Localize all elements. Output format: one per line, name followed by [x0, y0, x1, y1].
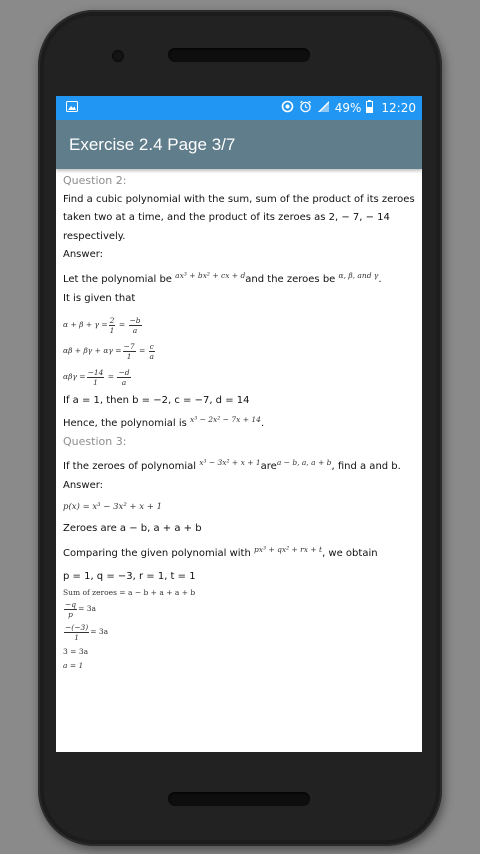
denominator: a	[149, 351, 155, 361]
fraction	[87, 368, 105, 387]
numerator: −q	[65, 600, 77, 609]
answer-label: Answer:	[63, 479, 104, 491]
question-2-text-line-1: Find a cubic polynomial with the sum, sum of the product of its zeroes	[63, 193, 415, 205]
clock-time: 12:20	[381, 101, 416, 115]
result-polynomial: Hence, the polynomial is $^{x^3 - 2x^2 - 7x + 14}$.	[63, 414, 265, 429]
numerator: c	[149, 341, 154, 351]
given-statement: It is given that	[63, 292, 136, 304]
math-expression: α, β, and γ	[338, 270, 379, 280]
math-expression: a − b, a, a + b	[276, 457, 332, 467]
numerator: −7	[123, 341, 135, 351]
numerator: −(−3)	[65, 623, 89, 632]
text-segment: are	[260, 460, 277, 472]
fraction	[64, 623, 89, 642]
polynomial-px: p(x) = x³ − 3x² + x + 1	[63, 502, 162, 513]
screen	[56, 96, 422, 752]
equation-rhs: = 3a	[90, 627, 109, 637]
question-2-text-line-3: respectively.	[63, 230, 126, 242]
text-segment: Let the polynomial be	[63, 273, 176, 285]
coefficient-values: p = 1, q = −3, r = 1, t = 1	[63, 570, 196, 582]
math-expression: px³ + qx² + rx + t	[254, 545, 323, 555]
text-segment: and the zeroes be	[245, 273, 339, 285]
math-expression: x³ − 3x² + x + 1	[199, 457, 261, 467]
question-2-text-line-2: taken two at a time, and the product of its zeroes as 2, − 7, − 14	[63, 212, 390, 224]
numerator: 2	[109, 315, 115, 325]
fraction-equation-1	[63, 599, 415, 621]
battery-icon	[366, 100, 373, 116]
fraction	[123, 342, 136, 361]
denominator: a	[121, 377, 127, 387]
question-2-heading: Question 2:	[63, 174, 127, 187]
app-bar	[56, 120, 422, 169]
equation-line: 3 = 3a	[63, 646, 89, 656]
math-expression: x³ − 2x² − 7x + 14	[190, 414, 261, 424]
equation-lhs: α + β + γ =	[63, 319, 108, 329]
equation-line: a = 1	[63, 660, 84, 670]
equation-product-of-zeroes: αβγ = $\frac{-14}{1}$ = $\frac{-d}{a}$	[63, 367, 130, 387]
equation-lhs: αβ + βγ + αγ =	[63, 345, 122, 355]
numerator: −14	[87, 367, 104, 377]
sum-of-zeroes: Sum of zeroes = a − b + a + a + b	[63, 587, 196, 597]
text-segment: , we obtain	[322, 548, 378, 560]
denominator: 1	[126, 351, 132, 361]
fraction-equation-2	[63, 621, 415, 645]
denominator: 1	[109, 325, 115, 335]
comparison-statement	[63, 541, 415, 564]
question-3-text	[63, 454, 415, 477]
denominator: a	[132, 325, 138, 335]
denominator: 1	[74, 633, 79, 642]
text-segment: If the zeroes of polynomial	[63, 460, 200, 472]
question-3-heading: Question 3:	[63, 435, 127, 449]
numerator: −d	[118, 367, 130, 377]
math-expression: ax³ + bx² + cx + d	[175, 270, 246, 280]
front-camera	[112, 50, 124, 62]
earpiece-speaker	[168, 48, 310, 62]
text-segment: , find a and b.	[331, 460, 401, 472]
text-segment: Comparing the given polynomial with	[63, 548, 254, 560]
polynomial-definition: Let the polynomial be $^{ax^3 + bx^2 + cx + d}$and the zeroes be $^{\alpha, \beta, and \gamma}$.	[63, 270, 382, 285]
status-icons	[281, 100, 416, 116]
bottom-speaker	[168, 792, 310, 806]
coefficient-values: If a = 1, then b = −2, c = −7, d = 14	[63, 395, 250, 407]
numerator: −b	[129, 315, 141, 325]
data-saver-icon	[281, 100, 294, 116]
page-title: Exercise 2.4 Page 3/7	[69, 134, 236, 154]
denominator: 1	[93, 377, 98, 387]
signal-icon	[317, 100, 330, 116]
equation-pairwise-product: αβ + βγ + αγ = $\frac{-7}{1}$ = $\frac{c}{a}$	[63, 341, 155, 361]
answer-label: Answer:	[63, 249, 104, 261]
text-segment: Hence, the polynomial is	[63, 417, 190, 429]
solution-content[interactable]	[56, 169, 422, 673]
fraction	[149, 342, 155, 361]
fraction	[117, 368, 130, 387]
fraction	[129, 316, 142, 335]
equation-rhs: = 3a	[78, 604, 97, 614]
fraction	[64, 600, 77, 619]
gallery-notification-icon	[66, 101, 78, 115]
denominator: p	[68, 610, 73, 619]
battery-percent: 49%	[334, 101, 362, 115]
zeroes-statement: Zeroes are a − b, a + a + b	[63, 522, 202, 534]
status-bar	[56, 96, 422, 120]
equation-lhs: αβγ =	[63, 371, 86, 381]
alarm-icon	[299, 100, 312, 116]
fraction	[109, 316, 116, 335]
equation-sum-of-zeroes: α + β + γ = $\frac{2}{1}$ = $\frac{-b}{a}$	[63, 315, 141, 335]
